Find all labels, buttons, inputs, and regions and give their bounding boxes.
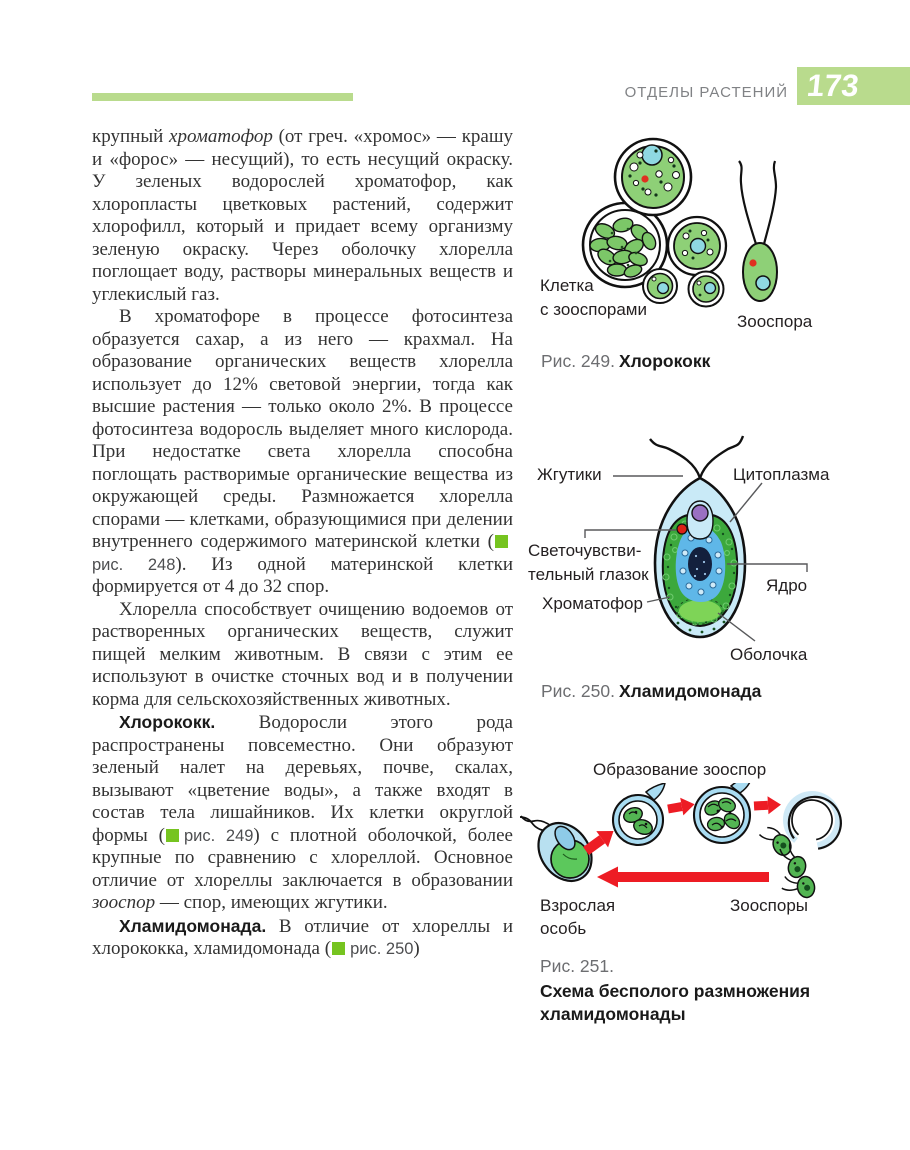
fig250-caption-title: Хламидомонада [618,681,762,701]
fig251-label-adult: Взрослая [540,896,616,915]
figure-ref-square-icon [166,829,179,842]
fig251-label-zoospores: Зооспоры [730,896,809,915]
fig250-label-eyespot: Светочувстви- [528,541,642,560]
text-run: (от греч. «хромос» — крашу и «форос» — несущий), то есть несущий окраску. У зеленых водорослей хроматофор, как хлоропласты цветковых растений, содержит хлорофилл, который и придает всему организму зеленую окраску. Через оболочку хлорелла поглощает воду, растворы минеральных веществ и углекислый газ. [92,126,513,305]
text-run: В хроматофоре в процессе фотосинтеза образуется сахар, а из него — крахмал. На образование органических веществ хлорелла использует до 12% световой энергии, тогда как высшие растения — только около 2%. В процессе фотосинтеза водоросль выделяет много кислорода. При недостатке света хлорелла способна поглощать растворимые органические вещества из окружающей среды. Размножается хлорелла спорами — клетками, образующимися при делении внутреннего содержимого материнской клетки ( [92,306,513,552]
article [92,126,513,961]
arrow-right-2 [754,796,782,815]
arrow-return-left [597,867,769,888]
chlorococcus-cell-small [643,269,677,303]
text-run: крупный [92,126,170,147]
fig251-caption-num-text: Рис. 251. [540,956,614,976]
paragraph [92,711,513,915]
paragraph [92,599,513,712]
chlorococcus-cell-small [689,272,724,307]
text-run: Водоросли этого рода распространены повсеместно. Они образуют зеленый налет на деревьях, почве, скалах, вызывают «цветение воды», а также входят в состав тела лишайников. Их клетки округлой формы ( [92,712,513,846]
dividing-cell-2 [694,783,752,843]
chlorococcus-cell-large [615,139,691,215]
page-number: 173 [805,68,861,103]
text-run: зооспор [92,892,156,913]
figure-251-illustration [520,783,910,905]
basal-body-shape [692,505,708,521]
fig251-caption-title-line2: хламидомонады [540,1004,686,1024]
fig249-label-cell: Клетка [540,276,594,295]
fig250-label-flagella: Жгутики [537,465,602,484]
fig249-label-cell2: с зооспорами [540,300,647,319]
text-run: — спор, имеющих жгутики. [155,892,388,913]
fig249-caption [541,351,710,372]
paragraph [92,306,513,599]
text-run: Хлорелла способствует очищению водоемов от растворенных органических веществ, служит пищей мелким животным. В связи с этим ее используют в очистке сточных вод и в получении корма для сельскохозяйственных животных. [92,598,513,710]
fig249-caption-title: Хлорококк [618,351,711,371]
fig251-title: Образование зооспор [593,760,767,779]
fig250-caption [541,681,761,702]
arrow-right [666,795,696,817]
fig250-label-membrane: Оболочка [730,645,808,664]
fig250-label-eyespot2: тельный глазок [528,565,649,584]
text-run: ) [413,938,420,959]
paragraph [92,126,513,306]
dividing-cell-1 [613,783,665,845]
top-green-bar [92,93,353,101]
text-run: ) с плотной оболочкой, более крупные по сравнению с хлореллой. Основное отличие от хлореллы заключается в образовании [92,824,513,891]
text-run: В отличие от хлореллы и хлорококка, хламидомонада ( [92,915,513,959]
fig249-caption-number: Рис. 249. [541,351,615,371]
figure-ref-square-icon [332,942,345,955]
page-number-box [797,67,910,105]
term-heading: Хламидомонада. [119,915,267,936]
figure-reference: рис. 249 [183,826,254,845]
figure-ref-square-icon [495,535,508,548]
fig251-label-adult2: особь [540,919,587,938]
chlorococcus-cell-medium [668,217,726,275]
empty-cell-shell [786,794,841,849]
text-run: ). Из одной материнской клетки формируется от 4 до 32 спор. [92,553,514,597]
nucleus-shape [688,547,712,581]
fig250-caption-number: Рис. 250. [541,681,615,701]
fig251-caption-number [540,956,618,977]
fig251-caption-title-line1: Схема бесполого размножения [540,981,811,1001]
figure-reference: рис. 250 [350,940,414,958]
term-heading: Хлорококк. [119,712,216,732]
figure-reference: рис. 248 [92,555,176,574]
paragraph [92,915,513,961]
fig250-label-nucleus: Ядро [766,576,808,595]
pyrenoid-shape [679,600,721,622]
fig250-label-cytoplasm: Цитоплазма [733,465,830,484]
fig249-label-zoospore: Зооспора [737,312,813,331]
zoospore-drawing [739,161,777,301]
fig250-label-chromatophore: Хроматофор [542,594,643,613]
text-run: хроматофор [169,126,273,147]
eyespot-shape [677,524,687,534]
running-header: ОТДЕЛЫ РАСТЕНИЙ [624,84,788,101]
